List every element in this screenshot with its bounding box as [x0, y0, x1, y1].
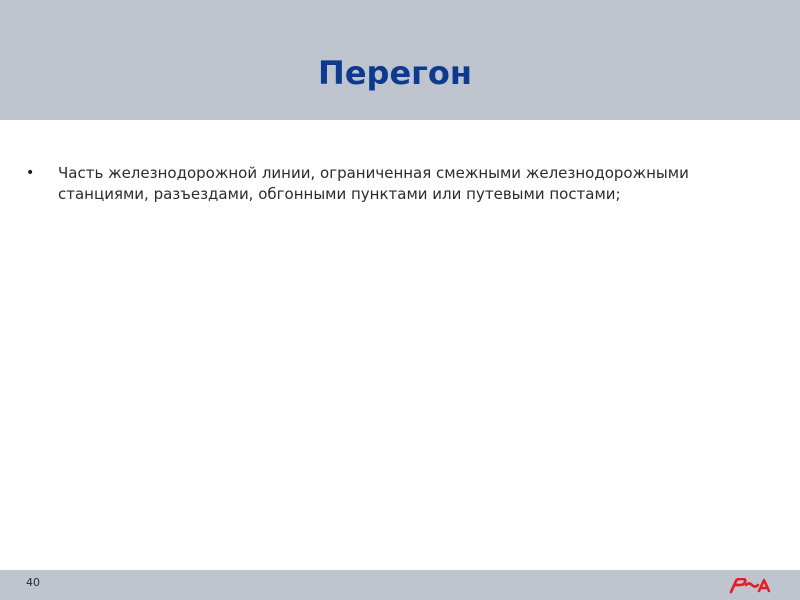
- rzd-logo: [728, 578, 772, 594]
- page-number: 40: [26, 576, 40, 589]
- slide-title: Перегон: [318, 54, 472, 93]
- bullet-item: [26, 163, 746, 205]
- footer-band: [0, 570, 800, 600]
- bullet-text: Часть железнодорожной линии, ограниченная смежными железнодорожными станциями, разъездами, обгонными пунктами или путевыми постами;: [58, 164, 689, 203]
- slide-content: [26, 163, 746, 205]
- bullet-marker: •: [26, 165, 35, 181]
